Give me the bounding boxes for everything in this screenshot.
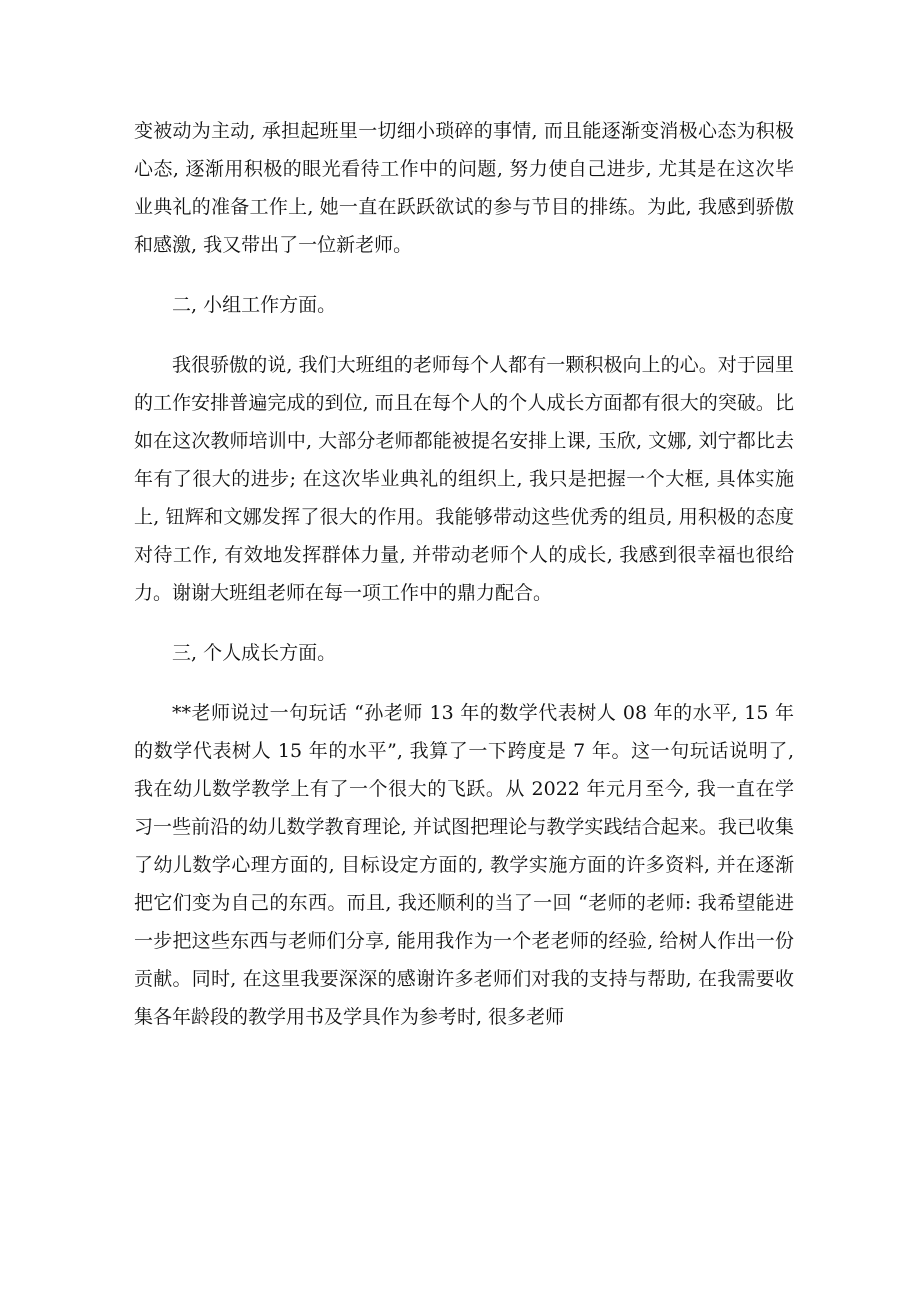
document-body xyxy=(134,112,794,1058)
section-heading-group-work: 二, 小组工作方面。 xyxy=(172,294,337,316)
paragraph-group-work: 我很骄傲的说, 我们大班组的老师每个人都有一颗积极向上的心。对于园里的工作安排普遍完成的到位, 而且在每个人的个人成长方面都有很大的突破。比如在这次教师培训中, 大部分老师都能被提名安排上课, 玉欣, 文娜, 刘宁都比去年有了很大的进步; 在这次毕业典礼的组织上, 我只是把握一个大框, 具体实施上, 钮辉和文娜发挥了很大的作用。我能够带动这些优秀的组员, 用积极的态度对待工作, 有效地发挥群体力量, 并带动老师个人的成长, 我感到很幸福也很给力。谢谢大班组老师在每一项工作中的鼎力配合。 xyxy=(134,354,794,604)
paragraph-continuation: 变被动为主动, 承担起班里一切细小琐碎的事情, 而且能逐渐变消极心态为积极心态, 逐渐用积极的眼光看待工作中的问题, 努力使自己进步, 尤其是在这次毕业典礼的准备工作上, 她一直在跃跃欲试的参与节目的排练。为此, 我感到骄傲和感激, 我又带出了一位新老师。 xyxy=(134,120,794,256)
section-heading-personal-growth: 三, 个人成长方面。 xyxy=(172,642,337,664)
paragraph-personal-growth: **老师说过一句玩话 “孙老师 13 年的数学代表树人 08 年的水平, 15 年的数学代表树人 15 年的水平”, 我算了一下跨度是 7 年。这一句玩话说明了, 我在幼儿数学教学上有了一个很大的飞跃。从 2022 年元月至今, 我一直在学习一些前沿的幼儿数学教育理论, 并试图把理论与教学实践结合起来。我已收集了幼儿数学心理方面的, 目标设定方面的, 教学实施方面的许多资料, 并在逐渐把它们变为自己的东西。而且, 我还顺利的当了一回 “老师的老师: 我希望能进一步把这些东西与老师们分享, 能用我作为一个老老师的经验, 给树人作出一份贡献。同时, 在这里我要深深的感谢许多老师们对我的支持与帮助, 在我需要收集各年龄段的教学用书及学具作为参考时, 很多老师 xyxy=(134,702,794,1028)
